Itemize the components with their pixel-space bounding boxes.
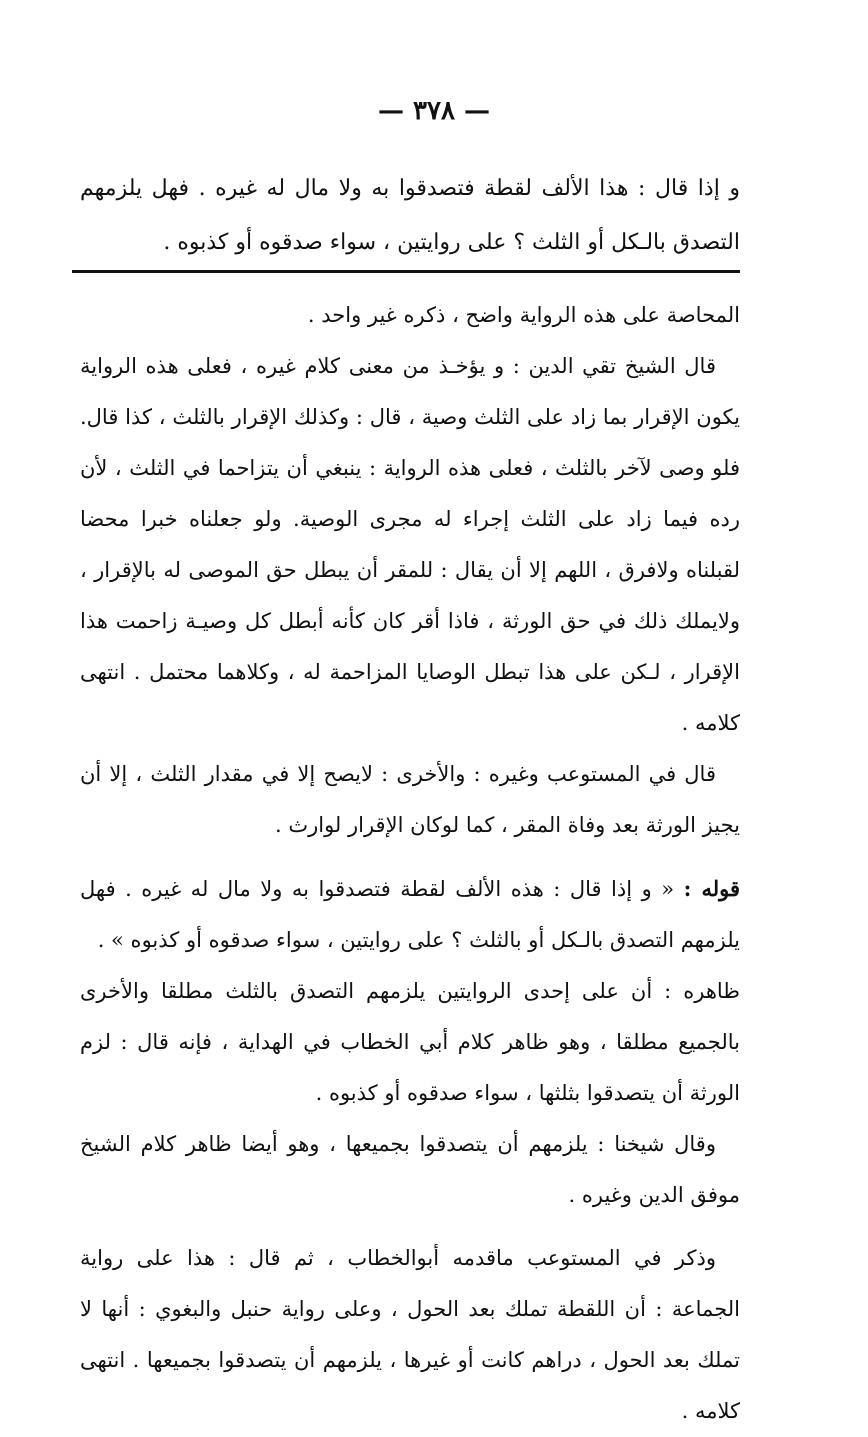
main-text xyxy=(80,162,740,270)
commentary-paragraph-1: المحاصة على هذه الرواية واضح ، ذكره غير واحد . xyxy=(307,303,740,327)
commentary-paragraph-5: ظاهره : أن على إحدى الروايتين يلزمهم التصدق بالثلث مطلقا والأخرى بالجميع مطلقا ، وهو ظاهر كلام أبي الخطاب في الهداية ، فإنه قال : لزم الورثة أن يتصدقوا بثلثها ، سواء صدقوه أو كذبوه . xyxy=(80,979,740,1105)
commentary xyxy=(80,290,740,1437)
main-text-paragraph: و إذا قال : هذا الألف لقطة فتصدقوا به ولا مال له غيره . فهل يلزمهم التصدق بالـكل أو الثلث ؟ على روايتين ، سواء صدقوه أو كذبوه . xyxy=(80,176,740,255)
quoted-text: « و إذا قال : هذه الألف لقطة فتصدقوا به ولا مال له غيره . فهل يلزمهم التصدق بالـكل أو بالثلث ؟ على روايتين ، سواء صدقوه أو كذبوه » . xyxy=(80,877,740,952)
commentary-paragraph-3: قال في المستوعب وغيره : والأخرى : لايصح إلا في مقدار الثلث ، إلا أن يجيز الورثة بعد وفاة المقر ، كما لوكان الإقرار لوارث . xyxy=(80,762,740,837)
commentary-paragraph-2: قال الشيخ تقي الدين : و يؤخـذ من معنى كلام غيره ، فعلى هذه الرواية يكون الإقرار بما زاد على الثلث وصية ، قال : وكذلك الإقرار بالثلث ، كذا قال. فلو وصى لآخر بالثلث ، فعلى هذه الرواية : ينبغي أن يتزاحما في الثلث ، لأن رده فيما زاد على الثلث إجراء له مجرى الوصية. ولو جعلناه خبرا محضا لقبلناه ولافرق ، اللهم إلا أن يقال : للمقر أن يبطل حق الموصى له بالإقرار ، ولايملك ذلك في حق الورثة ، فاذا أقر كان كأنه أبطل كل وصيـة زاحمت هذا الإقرار ، لـكن على هذا تبطل الوصايا المزاحمة له ، وكلاهما محتمل . انتهى كلامه . xyxy=(80,354,740,735)
page-number: — ٣٧٨ — xyxy=(377,96,491,126)
commentary-paragraph-7: وذكر في المستوعب ماقدمه أبوالخطاب ، ثم قال : هذا على رواية الجماعة : أن اللقطة تملك بعد الحول ، وعلى رواية حنبل والبغوي : أنها لا تملك بعد الحول ، دراهم كانت أو غيرها ، يلزمهم أن يتصدقوا بجميعها . انتهى كلامه . xyxy=(80,1246,740,1423)
quote-lead: قوله : xyxy=(683,876,740,901)
commentary-paragraph-4 xyxy=(80,863,740,966)
separator-rule xyxy=(72,270,740,273)
commentary-paragraph-6: وقال شيخنا : يلزمهم أن يتصدقوا بجميعها ، وهو أيضا ظاهر كلام الشيخ موفق الدين وغيره . xyxy=(80,1132,740,1207)
